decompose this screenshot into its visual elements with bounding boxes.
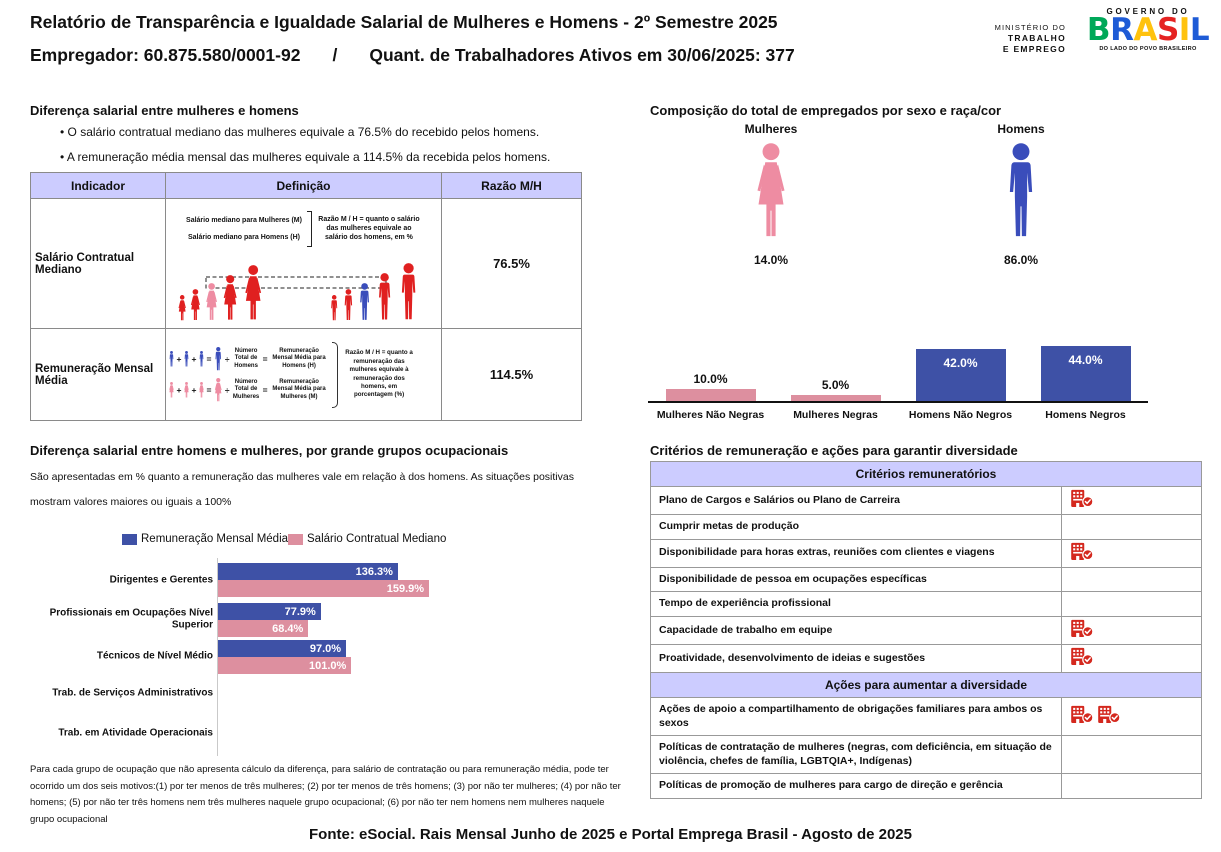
bar-value-label: 5.0% xyxy=(821,377,850,392)
criteria-label: Capacidade de trabalho em equipe xyxy=(651,616,1062,644)
indicator-median: Salário Contratual Mediano xyxy=(31,199,166,329)
category-label: Homens Não Negros xyxy=(908,409,1013,421)
man-icon xyxy=(168,351,175,367)
man-icon xyxy=(183,351,190,367)
gov-logo-tagline: DO LADO DO POVO BRASILEIRO xyxy=(1099,46,1197,53)
median-man-icon xyxy=(360,283,369,320)
page-subtitle xyxy=(30,45,795,66)
section-title-criteria: Critérios de remuneração e ações para garantir diversidade xyxy=(650,443,1018,458)
building-check-icon xyxy=(1070,647,1094,665)
criteria-label: Disponibilidade de pessoa em ocupações específicas xyxy=(651,567,1062,592)
occ-category-label: Dirigentes e Gerentes xyxy=(109,574,213,586)
bar-slot-mulheres-negras xyxy=(773,378,898,401)
bar-profissionais-contratual-mediano: 68.4% xyxy=(218,620,308,637)
criteria-row xyxy=(651,697,1202,735)
men-divisor-label: Número Total de Homens xyxy=(234,347,258,369)
ministry-line2: TRABALHO xyxy=(1007,32,1066,43)
man-icon xyxy=(401,263,414,319)
ministry-line3: E EMPREGO xyxy=(1002,43,1066,54)
criteria-row xyxy=(651,539,1202,567)
criteria-label: Plano de Cargos e Salários ou Plano de Carreira xyxy=(651,487,1062,515)
criteria-row xyxy=(651,592,1202,617)
criteria-label: Políticas de contratação de mulheres (negras, com deficiência, em situação de violência, chefes de família, LGBTQIA+, Indígenas) xyxy=(651,736,1062,774)
bullet-mean-salary: • A remuneração média mensal das mulheres equivale a 114.5% da recebida pelos homens. xyxy=(60,150,550,164)
bracket-shape xyxy=(307,211,312,247)
criteria-check-cell xyxy=(1062,697,1202,735)
building-check-icon xyxy=(1070,489,1094,507)
median-definition-diagram xyxy=(166,203,441,325)
criteria-table xyxy=(650,461,1202,799)
woman-icon xyxy=(190,289,199,320)
category-label: Mulheres Não Negras xyxy=(656,409,765,421)
female-composition-figure xyxy=(691,122,851,267)
median-woman-icon xyxy=(206,283,217,320)
legend-label: Salário Contratual Mediano xyxy=(307,533,447,545)
bar-homens-negros xyxy=(1041,346,1131,401)
table-row-mean xyxy=(31,329,582,421)
median-denominator-label: Salário mediano para Homens (H) xyxy=(187,233,300,241)
criteria-row xyxy=(651,644,1202,672)
women-result-label: Remuneração Mensal Média para Mulheres (M) xyxy=(272,378,326,400)
race-composition-chart xyxy=(648,331,1148,403)
table-row-median xyxy=(31,199,582,329)
female-icon xyxy=(750,143,792,239)
mean-definition-diagram xyxy=(166,340,441,410)
criteria-section-header xyxy=(651,672,1202,697)
occ-category-label: Técnicos de Nível Médio xyxy=(96,650,213,662)
ratio-mean-value: 114.5% xyxy=(442,329,582,421)
legend-salario-contratual-mediano xyxy=(288,533,446,545)
woman-icon xyxy=(183,382,190,398)
women-divisor-label: Número Total de Mulheres xyxy=(232,378,260,400)
salary-gap-table-header xyxy=(31,173,582,199)
criteria-label: Cumprir metas de produção xyxy=(651,515,1062,540)
criteria-row xyxy=(651,736,1202,774)
page-title: Relatório de Transparência e Igualdade Salarial de Mulheres e Homens - 2º Semestre 2025 xyxy=(30,12,778,32)
ratio-median-value: 76.5% xyxy=(442,199,582,329)
woman-icon xyxy=(223,275,236,320)
woman-icon xyxy=(198,382,205,398)
bar-profissionais-mensal-media: 77.9% xyxy=(218,603,321,620)
category-label: Mulheres Negras xyxy=(793,409,878,421)
section-title-occupational: Diferença salarial entre homens e mulheres, por grande grupos ocupacionais xyxy=(30,443,509,458)
col-header-razao: Razão M/H xyxy=(442,173,582,199)
woman-icon xyxy=(178,295,185,320)
building-check-icon xyxy=(1070,619,1094,637)
bar-slot-homens-negros xyxy=(1023,346,1148,401)
man-icon-large xyxy=(213,347,224,371)
criteria-check-cell xyxy=(1062,774,1202,799)
race-composition-categories xyxy=(648,409,1148,421)
criteria-row xyxy=(651,487,1202,515)
bar-value-label: 10.0% xyxy=(693,371,728,386)
occupational-footnote: Para cada grupo de ocupação que não apresenta cálculo da diferença, para salário de contratação ou para remuneração média, pode ter ocorrido um dos seis motivos:(1) por ter menos de três mulheres; (2) por ter menos de três homens; (3) por não ter mulheres; (4) por não ter homens; (5) por não ter três homens nem três mulheres naquele grupo ocupacional; (6) por não ter nem homens nem mulheres naquele grupo ocupacional xyxy=(30,764,621,825)
men-result-label: Remuneração Mensal Média para Homens (H) xyxy=(272,347,326,369)
occ-category-label: Trab. de Serviços Administrativos xyxy=(52,687,213,699)
criteria-label: Ações de apoio a compartilhamento de obrigações familiares para ambos os sexos xyxy=(651,697,1062,735)
criteria-row xyxy=(651,567,1202,592)
women-mean-equation: + + = ÷ Número Total de Mulheres = Remuneração Mensal Média para Mulheres (M) xyxy=(168,378,329,402)
mean-ratio-note: Razão M / H = quanto a remuneração das mulheres equivale à remuneração dos homens, em porcentagem (%) xyxy=(345,349,413,399)
building-check-icon xyxy=(1070,542,1094,560)
building-check-icon xyxy=(1070,705,1094,723)
criteria-check-cell xyxy=(1062,616,1202,644)
male-composition-figure xyxy=(941,122,1101,267)
male-icon xyxy=(1000,143,1042,239)
criteria-check-cell xyxy=(1062,539,1202,567)
source-footer: Fonte: eSocial. Rais Mensal Junho de 2025 e Portal Emprega Brasil - Agosto de 2025 xyxy=(309,826,912,843)
men-mean-equation: + + = ÷ Número Total de Homens = Remuneração Mensal Média para Homens (H) xyxy=(168,347,329,371)
legend-label: Remuneração Mensal Média xyxy=(141,533,289,545)
brace-shape xyxy=(332,342,338,408)
section-title-salary-gap: Diferença salarial entre mulheres e homens xyxy=(30,103,299,118)
criteria-row xyxy=(651,616,1202,644)
criteria-section-header xyxy=(651,462,1202,487)
bar-tecnicos-mensal-media: 97.0% xyxy=(218,640,346,657)
bar-mulheres-negras xyxy=(791,395,881,401)
governo-do-brasil-logo xyxy=(1080,7,1216,52)
criteria-row xyxy=(651,774,1202,799)
man-icon xyxy=(379,273,390,319)
bar-dirigentes-mensal-media: 136.3% xyxy=(218,563,398,580)
male-label: Homens xyxy=(997,122,1045,136)
criteria-label: Tempo de experiência profissional xyxy=(651,592,1062,617)
employer-id: Empregador: 60.875.580/0001-92 xyxy=(30,45,301,65)
bar-dirigentes-contratual-mediano: 159.9% xyxy=(218,580,429,597)
criteria-check-cell xyxy=(1062,515,1202,540)
woman-icon xyxy=(168,382,175,398)
section-title-composition: Composição do total de empregados por sexo e raça/cor xyxy=(650,103,1002,118)
median-ratio-note: Razão M / H = quanto o salário das mulheres equivale ao salário dos homens, em % xyxy=(318,215,420,242)
col-header-indicador: Indicador xyxy=(31,173,166,199)
woman-icon xyxy=(245,265,261,319)
occ-category-label: Profissionais em Ocupações Nível Superior xyxy=(49,607,213,630)
gov-logo-top: GOVERNO DO xyxy=(1106,7,1190,16)
median-numerator-label: Salário mediano para Mulheres (M) xyxy=(186,216,302,224)
bar-value-label: 44.0% xyxy=(1068,353,1103,367)
criteria-check-cell xyxy=(1062,592,1202,617)
salary-gap-table xyxy=(30,172,582,421)
bullet-median-salary: • O salário contratual mediano das mulheres equivale a 76.5% do recebido pelos homens. xyxy=(60,125,539,139)
criteria-row xyxy=(651,515,1202,540)
bar-tecnicos-contratual-mediano: 101.0% xyxy=(218,657,351,674)
criteria-label: Políticas de promoção de mulheres para cargo de direção e gerência xyxy=(651,774,1062,799)
legend-swatch-pink xyxy=(288,534,303,545)
man-icon xyxy=(344,289,351,320)
criteria-check-cell xyxy=(1062,487,1202,515)
criteria-check-cell xyxy=(1062,644,1202,672)
female-percentage: 14.0% xyxy=(753,253,789,267)
bar-homens-nao-negros xyxy=(916,349,1006,402)
criteria-check-cell xyxy=(1062,567,1202,592)
occupational-gap-chart xyxy=(30,558,510,758)
criteria-header-remuneratorios: Critérios remuneratórios xyxy=(651,462,1202,487)
criteria-label: Proatividade, desenvolvimento de ideias e sugestões xyxy=(651,644,1062,672)
col-header-definicao: Definição xyxy=(166,173,442,199)
bar-value-label: 42.0% xyxy=(943,355,978,370)
female-label: Mulheres xyxy=(744,122,798,136)
ministry-line1: MINISTÉRIO DO xyxy=(994,23,1066,32)
criteria-header-diversidade: Ações para aumentar a diversidade xyxy=(651,672,1202,697)
criteria-check-cell xyxy=(1062,736,1202,774)
occ-category-label: Trab. em Atividade Operacionais xyxy=(58,727,213,739)
active-workers-count: Quant. de Trabalhadores Ativos em 30/06/2025: 377 xyxy=(369,45,795,65)
criteria-label: Disponibilidade para horas extras, reuniões com clientes e viagens xyxy=(651,539,1062,567)
bar-slot-homens-nao-negros xyxy=(898,349,1023,402)
man-icon xyxy=(331,295,337,320)
brasil-wordmark: BRASIL xyxy=(1086,12,1210,48)
bar-mulheres-nao-negras xyxy=(666,389,756,402)
legend-swatch-blue xyxy=(122,534,137,545)
occupational-subtitle: São apresentadas em % quanto a remuneração das mulheres vale em relação à dos homens. As situações positivas mostram valores maiores ou iguais a 100% xyxy=(30,471,574,508)
male-percentage: 86.0% xyxy=(1003,253,1039,267)
separator: / xyxy=(332,45,338,65)
bar-slot-mulheres-nao-negras xyxy=(648,372,773,402)
category-label: Homens Negros xyxy=(1045,409,1126,421)
ministry-logo xyxy=(960,23,1066,55)
woman-icon-large xyxy=(213,378,224,402)
man-icon xyxy=(198,351,205,367)
legend-remuneracao-mensal-media xyxy=(122,533,288,545)
people-comparison-figure xyxy=(173,249,435,323)
indicator-mean: Remuneração Mensal Média xyxy=(31,329,166,421)
building-check-icon xyxy=(1097,705,1121,723)
